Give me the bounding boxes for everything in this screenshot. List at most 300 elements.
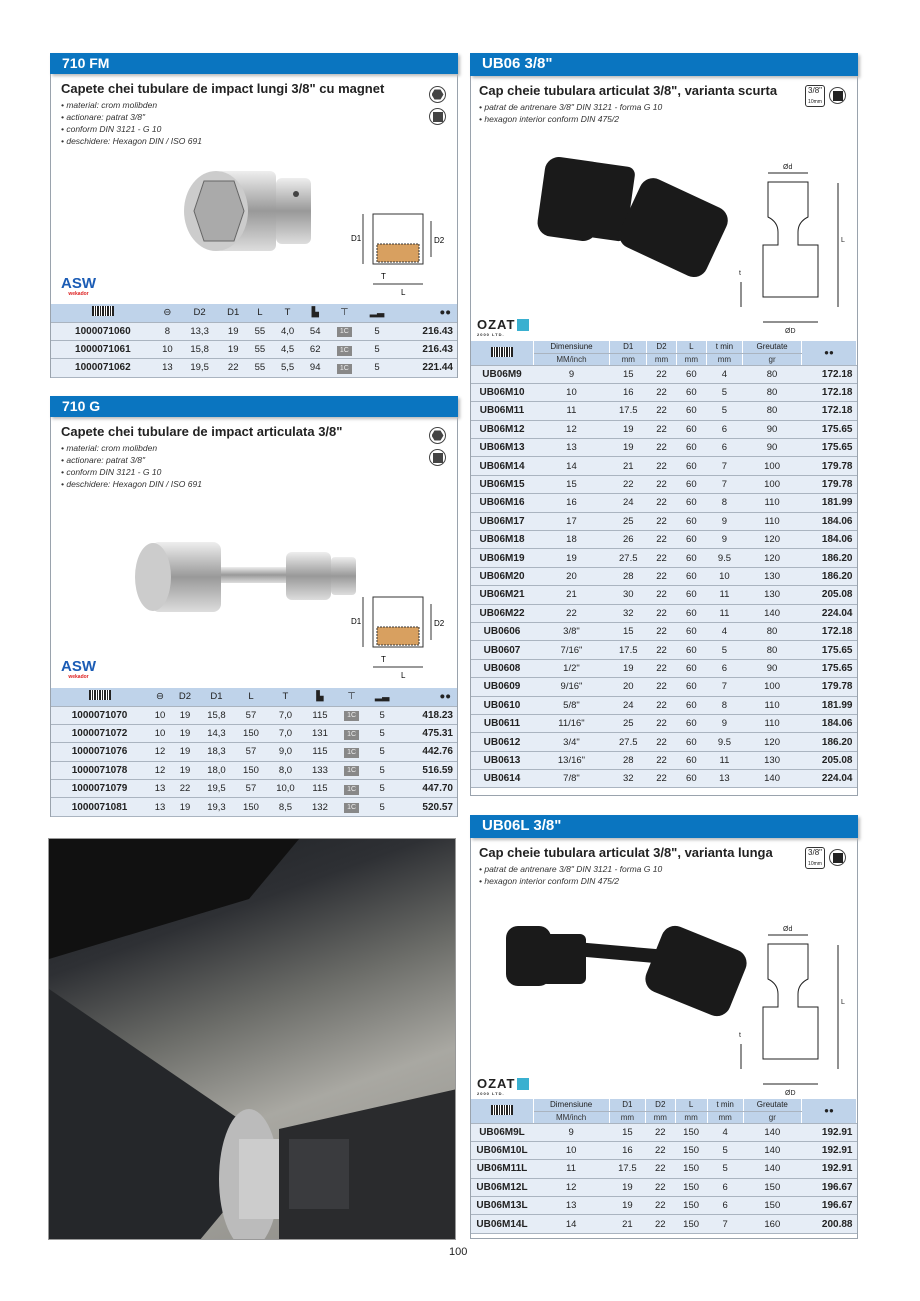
table-row — [471, 678, 857, 696]
cell: 1000071078 — [51, 761, 148, 779]
barcode-icon — [491, 1105, 513, 1115]
cell: 186.20 — [802, 567, 857, 585]
cell: 22 — [647, 494, 677, 512]
cell: 140 — [743, 1123, 801, 1141]
section-code: UB06 3/8" — [470, 53, 858, 76]
cell: 200.88 — [802, 1215, 857, 1233]
cell: UB06M12L — [471, 1178, 533, 1196]
cell: 10 — [155, 340, 180, 358]
cell: 22 — [647, 365, 677, 383]
cell: UB06M19 — [471, 549, 533, 567]
table-row — [471, 1123, 857, 1141]
cell: 22 — [647, 678, 677, 696]
cell: 22 — [172, 780, 198, 798]
col-header: Greutate — [743, 341, 802, 353]
table-row — [471, 494, 857, 512]
cell: 27.5 — [610, 733, 647, 751]
cell: 140 — [743, 1141, 801, 1159]
cell: 192.91 — [802, 1123, 857, 1141]
cell: 60 — [676, 733, 706, 751]
cell: UB0608 — [471, 659, 533, 677]
cell: UB0607 — [471, 641, 533, 659]
cell: 115 — [304, 706, 336, 724]
cell: 130 — [743, 567, 802, 585]
cell: 80 — [743, 402, 802, 420]
cell: 115 — [304, 743, 336, 761]
table-row — [471, 696, 857, 714]
packaging-icon: ⊤ — [328, 304, 361, 322]
cell: 150 — [675, 1123, 707, 1141]
cell: 4 — [706, 622, 742, 640]
cell: 3/8" — [533, 622, 610, 640]
cell: 1C — [328, 340, 361, 358]
drive-size-badge: 3/8" 10mm — [805, 847, 825, 869]
cell: 80 — [743, 622, 802, 640]
cell: 15 — [610, 622, 647, 640]
cell: 22 — [647, 604, 677, 622]
dimension-diagram — [351, 592, 451, 682]
table-row — [471, 714, 857, 732]
cell: 7 — [706, 457, 742, 475]
cell: 175.65 — [802, 641, 857, 659]
table-row — [471, 641, 857, 659]
table-row — [471, 1197, 857, 1215]
cell: 216.43 — [393, 322, 457, 340]
cell: 9 — [706, 714, 742, 732]
cell: 160 — [743, 1215, 801, 1233]
dimension-diagram — [351, 209, 451, 299]
cell: UB06M10L — [471, 1141, 533, 1159]
cell: 12 — [148, 743, 172, 761]
section-code: 710 G — [50, 396, 458, 417]
unit-header: gr — [743, 353, 802, 365]
svg-text:L: L — [841, 999, 845, 1006]
cell: 18 — [533, 531, 610, 549]
barcode-header — [471, 1099, 533, 1123]
page-number: 100 — [449, 1246, 468, 1258]
cell: 60 — [676, 659, 706, 677]
cell: 13 — [533, 1197, 609, 1215]
cell: 62 — [303, 340, 328, 358]
svg-text:T: T — [381, 272, 386, 281]
cell: 7 — [706, 678, 742, 696]
cell: 14 — [533, 1215, 609, 1233]
table-row — [51, 761, 457, 779]
cell: 19 — [219, 322, 247, 340]
cell: 22 — [647, 586, 677, 604]
table-row — [471, 567, 857, 585]
weight-icon: ▙ — [304, 688, 336, 706]
spec-list: • patrat de antrenare 3/8" DIN 3121 - forma G 10 • hexagon interior conform DIN 475/2 — [479, 863, 797, 887]
drive-size-badge: 3/8" 10mm — [805, 85, 825, 107]
col-header: D1 — [609, 1099, 645, 1111]
cell: 27.5 — [610, 549, 647, 567]
dimension-diagram — [733, 157, 853, 337]
square-drive-icon — [829, 87, 846, 104]
spec-list: • patrat de antrenare 3/8" DIN 3121 - forma G 10 • hexagon interior conform DIN 475/2 — [479, 101, 797, 125]
cell: 179.78 — [802, 457, 857, 475]
cell: 19,5 — [180, 359, 219, 377]
svg-text:ØD: ØD — [785, 1090, 796, 1097]
svg-text:D1: D1 — [351, 617, 362, 626]
cell: UB06M16 — [471, 494, 533, 512]
cell: 90 — [743, 420, 802, 438]
product-table — [51, 688, 457, 817]
cell: 19,5 — [198, 780, 235, 798]
cell: 19 — [219, 340, 247, 358]
cell: 60 — [676, 696, 706, 714]
cell: 16 — [609, 1141, 645, 1159]
cell: 21 — [533, 586, 610, 604]
square-drive-icon — [429, 449, 446, 466]
cell: 120 — [743, 531, 802, 549]
product-table — [51, 304, 457, 378]
cell: 150 — [743, 1178, 801, 1196]
universal-socket-image — [531, 149, 731, 309]
cell: 7,0 — [267, 706, 304, 724]
cell: 13 — [533, 439, 610, 457]
cell: 175.65 — [802, 420, 857, 438]
cell: 94 — [303, 359, 328, 377]
cell: 5/8" — [533, 696, 610, 714]
table-row — [471, 770, 857, 788]
cell: 5 — [361, 359, 393, 377]
col-header: Dimensiune — [533, 341, 610, 353]
cell: 11 — [533, 1160, 609, 1178]
price-coins-icon: ●● — [802, 341, 857, 365]
cell: 6 — [706, 439, 742, 457]
cell: 60 — [676, 751, 706, 769]
cell: 19 — [610, 659, 647, 677]
cell: 1000071076 — [51, 743, 148, 761]
product-title: Capete chei tubulare de impact lungi 3/8" cu magnet — [61, 81, 385, 96]
cell: 140 — [743, 604, 802, 622]
cell: 1/2" — [533, 659, 610, 677]
cell: 80 — [743, 365, 802, 383]
cell: 54 — [303, 322, 328, 340]
table-row — [51, 780, 457, 798]
cell: 184.06 — [802, 531, 857, 549]
cell: 22 — [647, 659, 677, 677]
cell: 216.43 — [393, 340, 457, 358]
cell: 186.20 — [802, 733, 857, 751]
col-header: D2 — [172, 688, 198, 706]
col-header: T — [267, 688, 304, 706]
cell: 60 — [676, 604, 706, 622]
cell: 22 — [646, 1197, 676, 1215]
panel-ub06 — [470, 53, 858, 796]
cell: 1C — [336, 780, 367, 798]
cell: 22 — [647, 641, 677, 659]
cell: 15 — [533, 475, 610, 493]
cell: 175.65 — [802, 439, 857, 457]
cell: 14 — [533, 457, 610, 475]
cell: 16 — [610, 383, 647, 401]
cell: 13 — [148, 780, 172, 798]
svg-text:Ød: Ød — [783, 926, 793, 933]
cell: 442.76 — [397, 743, 457, 761]
cell: 60 — [676, 567, 706, 585]
cell: 11 — [706, 586, 742, 604]
barcode-header — [471, 341, 533, 365]
cell: 22 — [646, 1123, 676, 1141]
table-header — [471, 341, 857, 353]
cell: 19 — [172, 761, 198, 779]
table-row — [471, 1141, 857, 1159]
cell: 1000071079 — [51, 780, 148, 798]
product-title: Cap cheie tubulara articulat 3/8", varianta lunga — [479, 845, 773, 860]
cell: 140 — [743, 770, 802, 788]
col-header: D2 — [647, 341, 677, 353]
cell: 20 — [533, 567, 610, 585]
col-header: L — [247, 304, 272, 322]
cell: UB06M12 — [471, 420, 533, 438]
cell: 80 — [743, 383, 802, 401]
cell: 1C — [336, 761, 367, 779]
cell: 22 — [647, 383, 677, 401]
cell: 120 — [743, 549, 802, 567]
cell: 9.5 — [706, 733, 742, 751]
product-intro — [61, 424, 421, 490]
barcode-header — [51, 688, 148, 706]
price-coins-icon: ●● — [802, 1099, 857, 1123]
col-header: t min — [706, 341, 742, 353]
cell: 5 — [367, 761, 397, 779]
table-row — [471, 1160, 857, 1178]
cell: 184.06 — [802, 714, 857, 732]
cell: 90 — [743, 659, 802, 677]
unit-header: mm — [646, 1111, 676, 1123]
table-row — [51, 322, 457, 340]
col-header: T — [273, 304, 303, 322]
product-intro — [61, 81, 421, 147]
cell: 28 — [610, 567, 647, 585]
cell: UB06M20 — [471, 567, 533, 585]
cell: 10 — [706, 567, 742, 585]
cell: 4,5 — [273, 340, 303, 358]
cell: UB0606 — [471, 622, 533, 640]
ozat-logo: OZAT 2000 LTD. — [477, 1077, 529, 1096]
svg-text:L: L — [401, 671, 406, 680]
cell: 110 — [743, 494, 802, 512]
table-row — [471, 439, 857, 457]
col-header: D1 — [198, 688, 235, 706]
cell: 60 — [676, 714, 706, 732]
table-row — [471, 549, 857, 567]
product-intro — [479, 845, 797, 887]
cell: UB06M22 — [471, 604, 533, 622]
asw-logo: ASW wekador — [61, 658, 96, 680]
svg-text:ØD: ØD — [785, 328, 796, 335]
table-row — [471, 1215, 857, 1233]
cell: 22 — [647, 733, 677, 751]
barcode-header — [51, 304, 155, 322]
svg-text:Ød: Ød — [783, 164, 793, 171]
cell: 22 — [646, 1215, 676, 1233]
cell: 19 — [610, 420, 647, 438]
cell: 5 — [367, 706, 397, 724]
product-table — [471, 341, 857, 788]
universal-socket-image — [501, 916, 751, 1036]
cell: UB06M13L — [471, 1197, 533, 1215]
cell: 24 — [610, 494, 647, 512]
cell: 60 — [676, 641, 706, 659]
cell: 10 — [148, 724, 172, 742]
cell: 100 — [743, 475, 802, 493]
cell: 15,8 — [198, 706, 235, 724]
cell: 8 — [706, 494, 742, 512]
cell: 172.18 — [802, 383, 857, 401]
cell: UB06M13 — [471, 439, 533, 457]
pack-qty-icon: ▂▃ — [367, 688, 397, 706]
packaging-icon: ⊤ — [336, 688, 367, 706]
cell: 60 — [676, 531, 706, 549]
svg-text:D1: D1 — [351, 234, 362, 243]
cell: UB06M14L — [471, 1215, 533, 1233]
unit-header: gr — [743, 1111, 801, 1123]
cell: 11/16" — [533, 714, 610, 732]
table-row — [471, 420, 857, 438]
cell: 150 — [235, 761, 267, 779]
socket-image — [131, 537, 381, 617]
cell: 224.04 — [802, 604, 857, 622]
cell: 25 — [610, 714, 647, 732]
hex-size-icon: ⊖ — [148, 688, 172, 706]
cell: 32 — [610, 604, 647, 622]
cell: 130 — [743, 751, 802, 769]
cell: 22 — [646, 1141, 676, 1159]
asw-logo: ASW wekador — [61, 275, 96, 297]
unit-header: mm — [610, 353, 647, 365]
cell: 22 — [647, 439, 677, 457]
cell: 17 — [533, 512, 610, 530]
cell: 30 — [610, 586, 647, 604]
table-header — [51, 688, 457, 706]
cell: 196.67 — [802, 1197, 857, 1215]
col-header: L — [676, 341, 706, 353]
cell: 15 — [609, 1123, 645, 1141]
cell: 12 — [533, 420, 610, 438]
cell: 17.5 — [609, 1160, 645, 1178]
cell: 186.20 — [802, 549, 857, 567]
cell: 19 — [172, 724, 198, 742]
cell: UB0609 — [471, 678, 533, 696]
cell: 80 — [743, 641, 802, 659]
unit-header: mm — [676, 353, 706, 365]
cell: 150 — [235, 724, 267, 742]
cell: 60 — [676, 365, 706, 383]
cell: UB06M11 — [471, 402, 533, 420]
cell: 150 — [743, 1197, 801, 1215]
cell: 90 — [743, 439, 802, 457]
cell: 22 — [647, 402, 677, 420]
cell: 447.70 — [397, 780, 457, 798]
cell: 7/8" — [533, 770, 610, 788]
cell: 19 — [172, 743, 198, 761]
table-row — [471, 475, 857, 493]
unit-header: mm — [707, 1111, 743, 1123]
table-row — [51, 706, 457, 724]
cell: 150 — [235, 798, 267, 816]
cell: 19,3 — [198, 798, 235, 816]
cell: 60 — [676, 457, 706, 475]
cell: 60 — [676, 622, 706, 640]
cell: 131 — [304, 724, 336, 742]
cell: 1C — [336, 706, 367, 724]
cell: 5 — [367, 724, 397, 742]
cell: 1000071072 — [51, 724, 148, 742]
cell: 172.18 — [802, 365, 857, 383]
table-row — [51, 340, 457, 358]
col-header: D2 — [180, 304, 219, 322]
cell: 3/4" — [533, 733, 610, 751]
cell: UB06M14 — [471, 457, 533, 475]
panel-710g — [50, 396, 458, 817]
cell: 24 — [610, 696, 647, 714]
cell: 8,0 — [267, 761, 304, 779]
cell: 110 — [743, 512, 802, 530]
cell: 19 — [609, 1178, 645, 1196]
cell: 22 — [647, 751, 677, 769]
cell: 1000071062 — [51, 359, 155, 377]
product-table — [471, 1099, 857, 1234]
cell: 6 — [707, 1178, 743, 1196]
cell: 5 — [707, 1141, 743, 1159]
cell: 11 — [706, 604, 742, 622]
unit-header: mm — [675, 1111, 707, 1123]
cell: 5 — [707, 1160, 743, 1178]
table-row — [471, 383, 857, 401]
cell: 181.99 — [802, 696, 857, 714]
cell: 8 — [706, 696, 742, 714]
cell: 1C — [336, 724, 367, 742]
table-row — [471, 604, 857, 622]
cell: UB06M10 — [471, 383, 533, 401]
cell: 516.59 — [397, 761, 457, 779]
cell: 224.04 — [802, 770, 857, 788]
cell: 175.65 — [802, 659, 857, 677]
cell: UB0614 — [471, 770, 533, 788]
cell: 10 — [533, 383, 610, 401]
cell: 55 — [247, 359, 272, 377]
socket-image — [176, 166, 316, 256]
table-row — [51, 359, 457, 377]
cell: 150 — [675, 1215, 707, 1233]
cell: 22 — [647, 457, 677, 475]
cell: 4 — [706, 365, 742, 383]
cell: 13,3 — [180, 322, 219, 340]
cell: 1C — [328, 322, 361, 340]
cell: 57 — [235, 706, 267, 724]
cell: 7,0 — [267, 724, 304, 742]
table-row — [471, 586, 857, 604]
cell: 55 — [247, 340, 272, 358]
pack-qty-icon: ▂▃ — [361, 304, 393, 322]
cell: 6 — [706, 659, 742, 677]
cell: 57 — [235, 743, 267, 761]
col-header: t min — [707, 1099, 743, 1111]
panel-ub06l — [470, 815, 858, 1239]
col-header: D1 — [610, 341, 647, 353]
cell: 60 — [676, 586, 706, 604]
cell: 5,5 — [273, 359, 303, 377]
cell: 9 — [533, 365, 610, 383]
table-row — [471, 751, 857, 769]
cell: 55 — [247, 322, 272, 340]
cell: 150 — [675, 1197, 707, 1215]
cell: 1000071060 — [51, 322, 155, 340]
cell: 4 — [707, 1123, 743, 1141]
